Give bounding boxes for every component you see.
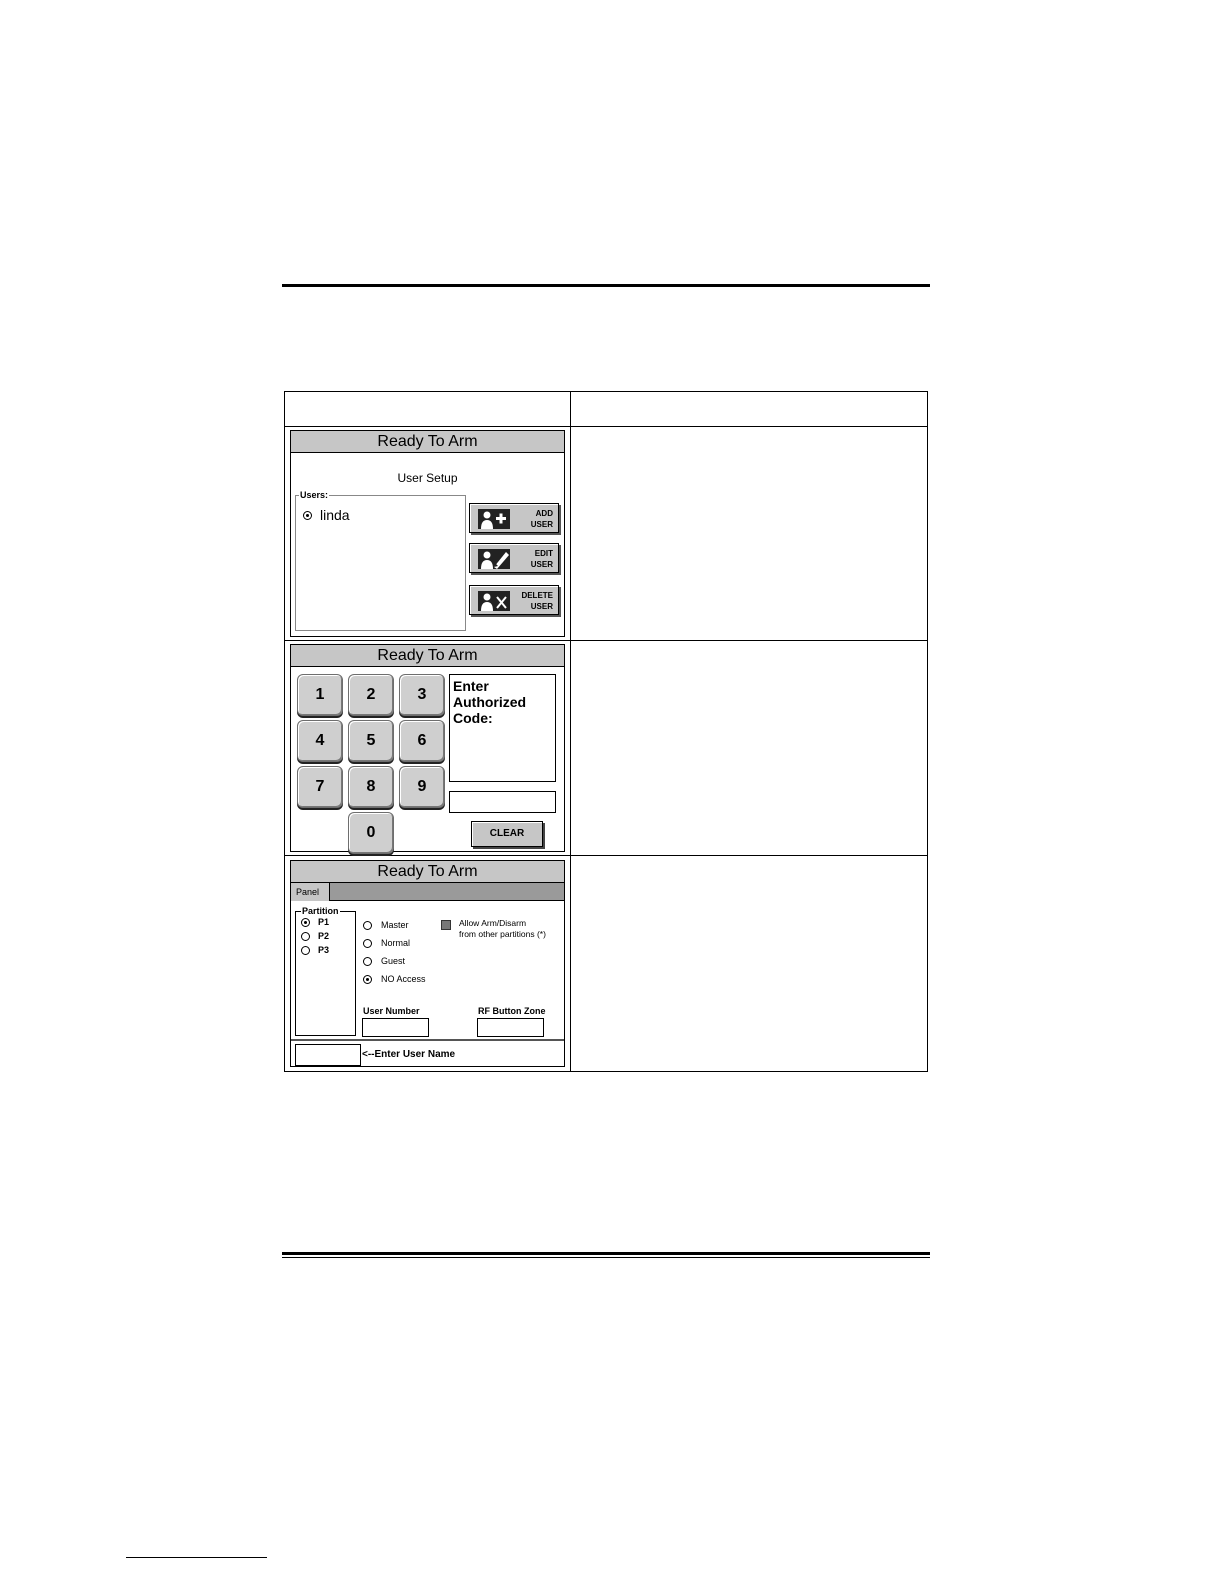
allow-arm-label: Allow Arm/Disarm from other partitions (*): [459, 918, 546, 939]
key-1[interactable]: 1: [297, 674, 343, 716]
footnote-rule: [126, 1557, 267, 1558]
user-name: linda: [320, 507, 350, 523]
key-0[interactable]: 0: [348, 812, 394, 854]
radio-icon[interactable]: [301, 932, 310, 941]
radio-icon[interactable]: [363, 939, 372, 948]
access-option-normal[interactable]: Normal: [363, 938, 410, 948]
edit-user-label: EDIT USER: [530, 549, 553, 569]
key-8[interactable]: 8: [348, 766, 394, 808]
delete-user-label: DELETE USER: [521, 591, 553, 611]
add-user-icon: [478, 509, 510, 529]
allow-arm-checkbox[interactable]: [441, 920, 451, 930]
code-prompt: Enter Authorized Code:: [449, 674, 556, 782]
code-input[interactable]: [449, 791, 556, 813]
status-title-bar: Ready To Arm: [291, 645, 564, 667]
radio-selected-icon[interactable]: [301, 918, 310, 927]
access-option-guest[interactable]: Guest: [363, 956, 405, 966]
row-divider: [285, 855, 927, 856]
radio-selected-icon[interactable]: [303, 511, 312, 520]
clear-button[interactable]: CLEAR: [471, 821, 543, 847]
delete-user-icon: [478, 591, 510, 611]
rf-zone-label: RF Button Zone: [478, 1006, 546, 1016]
edit-user-icon: [478, 549, 510, 569]
status-title-bar: Ready To Arm: [291, 861, 564, 883]
table-header-row: [285, 392, 927, 427]
user-number-label: User Number: [363, 1006, 420, 1016]
access-option-no-access[interactable]: NO Access: [363, 974, 426, 984]
status-title-bar: Ready To Arm: [291, 431, 564, 453]
user-list-item[interactable]: [303, 507, 350, 523]
key-6[interactable]: 6: [399, 720, 445, 762]
partition-group: [295, 911, 356, 1036]
keypad-screen: [290, 644, 565, 852]
users-legend: Users:: [300, 490, 329, 500]
tab-panel[interactable]: Panel: [291, 883, 330, 901]
key-4[interactable]: 4: [297, 720, 343, 762]
add-user-button[interactable]: [469, 503, 559, 533]
procedure-table: [284, 391, 928, 1072]
user-setup-heading: User Setup: [397, 471, 458, 485]
key-9[interactable]: 9: [399, 766, 445, 808]
column-divider: [570, 392, 571, 1071]
rf-zone-input[interactable]: [477, 1018, 544, 1037]
radio-selected-icon[interactable]: [363, 975, 372, 984]
radio-icon[interactable]: [363, 957, 372, 966]
user-number-input[interactable]: [362, 1018, 429, 1037]
radio-icon[interactable]: [363, 921, 372, 930]
partition-option-p2[interactable]: P2: [301, 931, 329, 941]
radio-icon[interactable]: [301, 946, 310, 955]
divider: [291, 1039, 564, 1041]
key-3[interactable]: 3: [399, 674, 445, 716]
key-5[interactable]: 5: [348, 720, 394, 762]
delete-user-button[interactable]: [469, 585, 559, 615]
user-details-screen: [290, 860, 565, 1067]
key-7[interactable]: 7: [297, 766, 343, 808]
user-name-label: <--Enter User Name: [362, 1049, 456, 1060]
tab-strip: [291, 883, 564, 901]
add-user-label: ADD USER: [530, 509, 553, 529]
user-name-input[interactable]: [295, 1044, 361, 1066]
partition-legend: Partition: [302, 906, 339, 916]
footer-rule-thin: [282, 1257, 930, 1258]
user-setup-screen: [290, 430, 565, 637]
partition-option-p3[interactable]: P3: [301, 945, 329, 955]
access-option-master[interactable]: Master: [363, 920, 409, 930]
edit-user-button[interactable]: [469, 543, 559, 573]
row-divider: [285, 640, 927, 641]
header-rule: [282, 284, 930, 287]
key-2[interactable]: 2: [348, 674, 394, 716]
footer-rule: [282, 1252, 930, 1255]
partition-option-p1[interactable]: P1: [301, 917, 329, 927]
